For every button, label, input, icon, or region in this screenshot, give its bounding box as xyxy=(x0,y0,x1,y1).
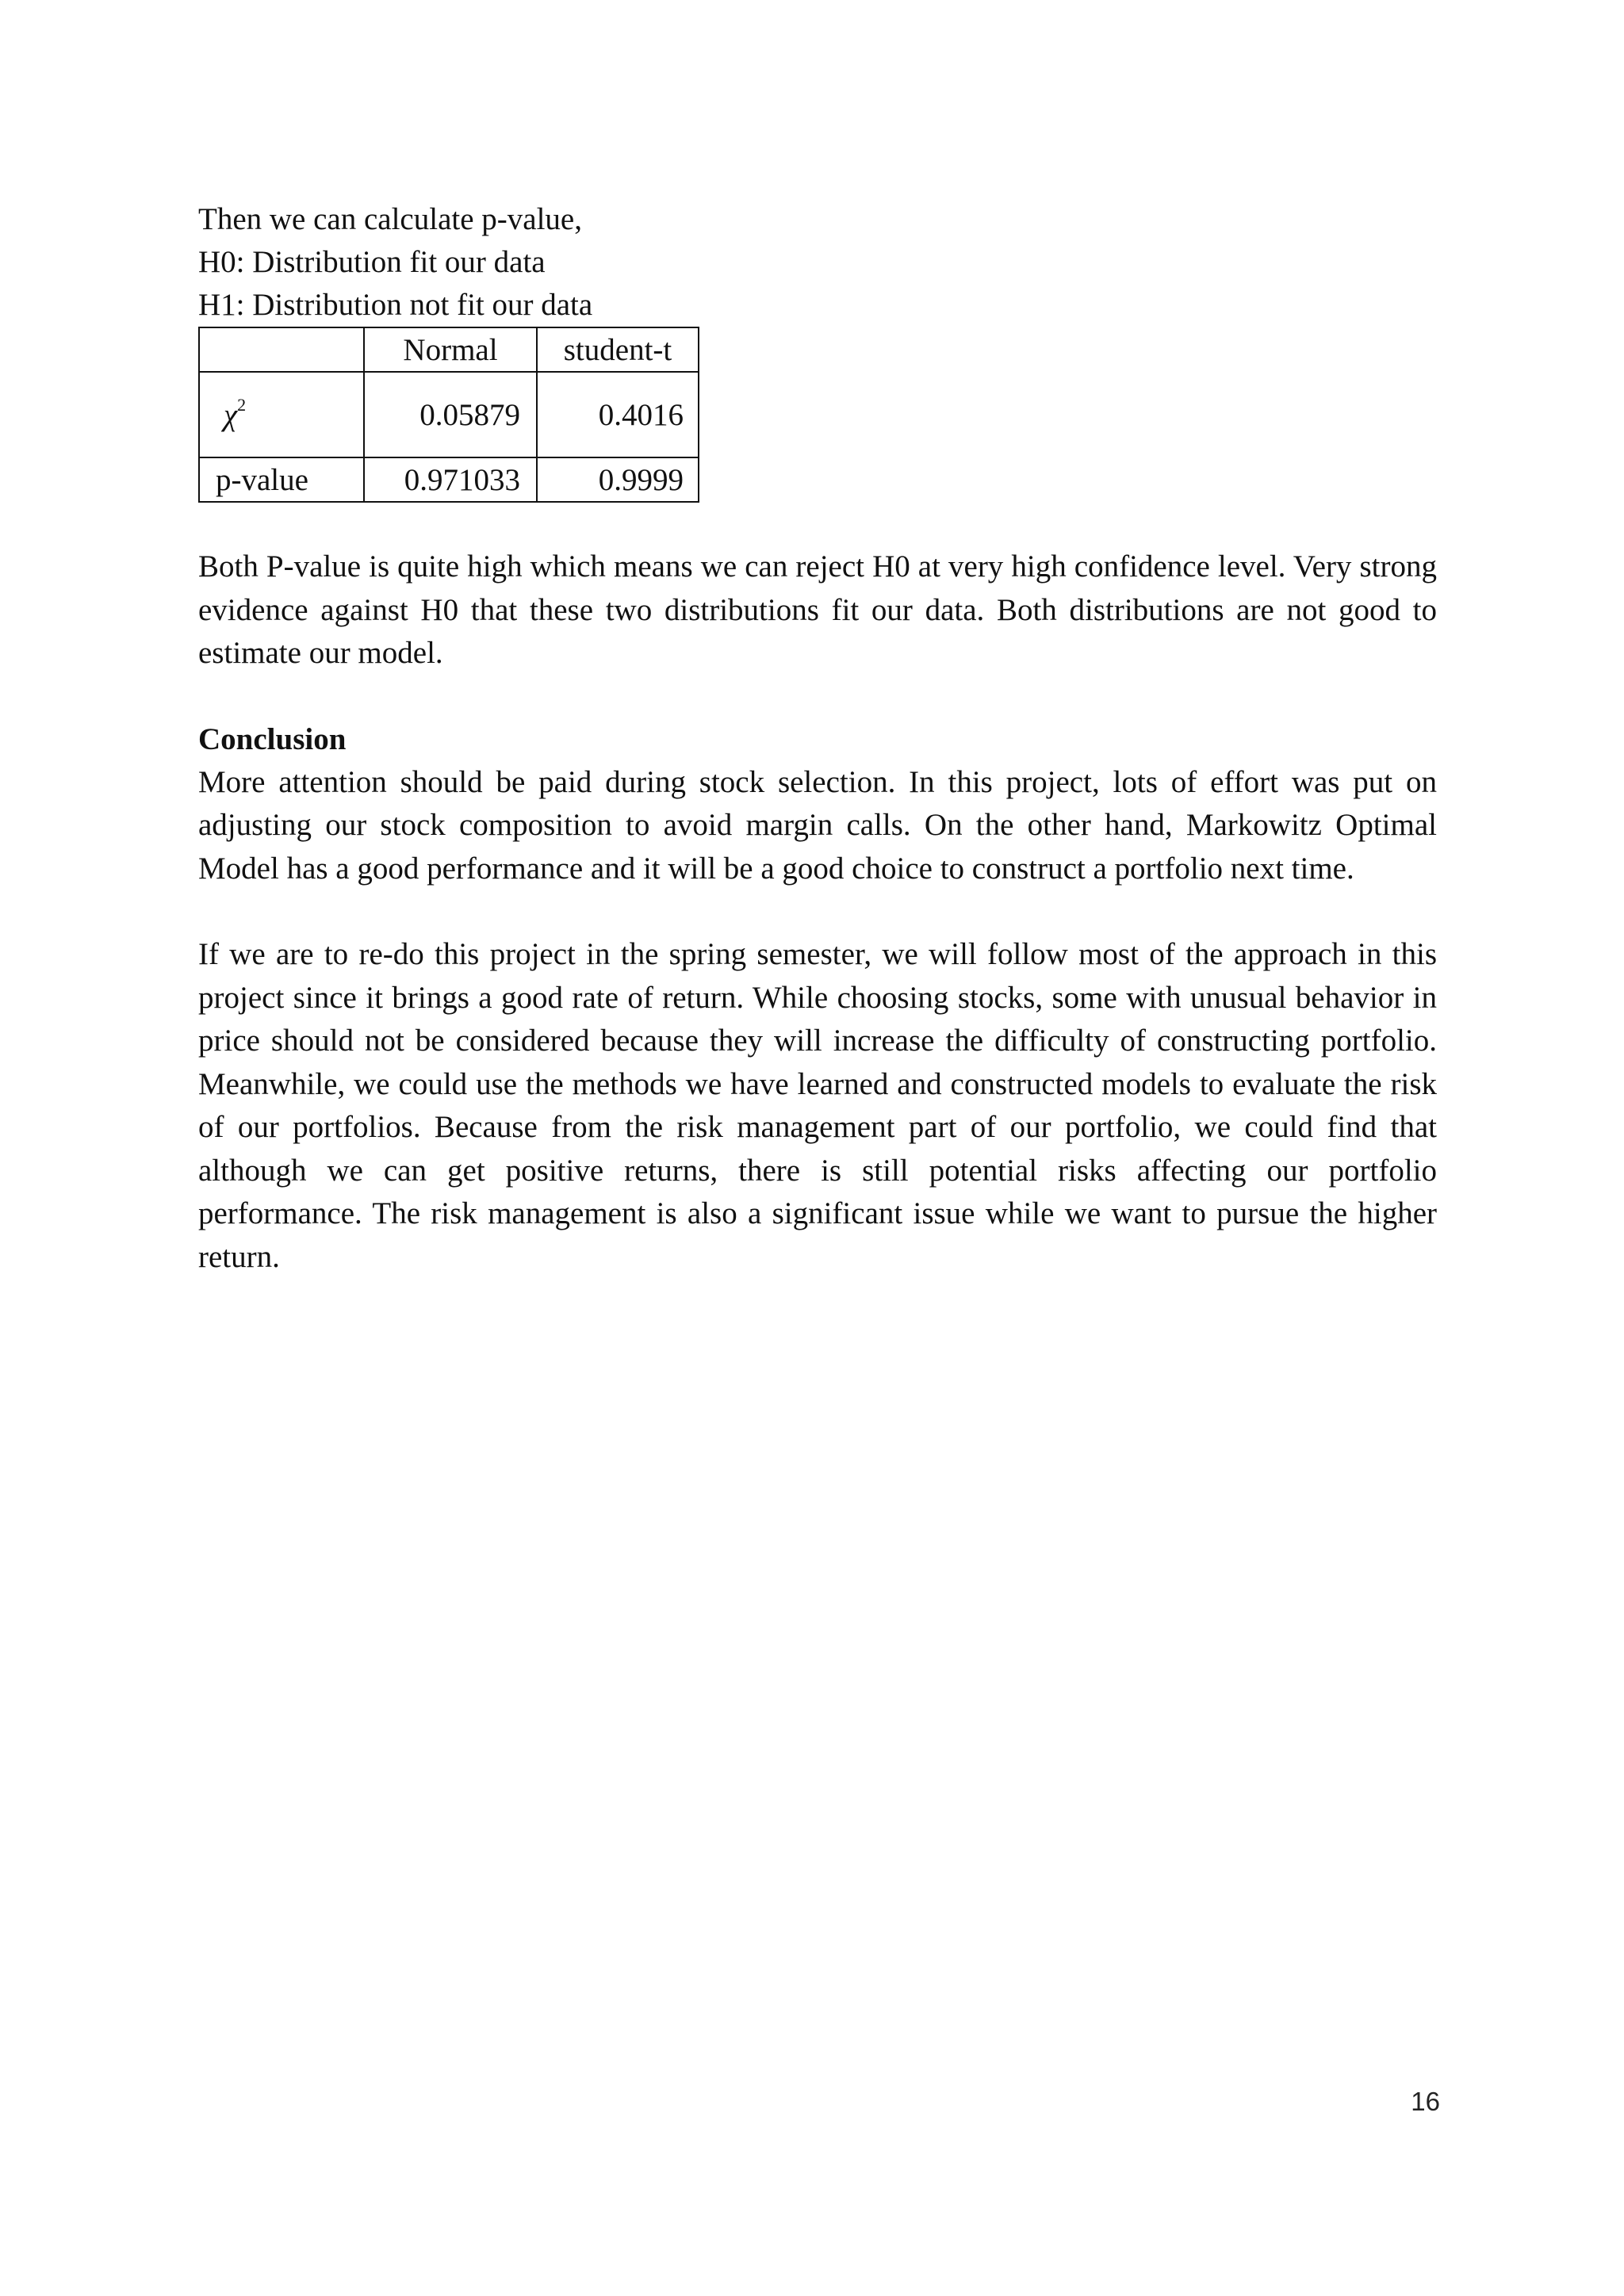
table-header-student-t: student-t xyxy=(537,327,699,372)
table-cell-chi-normal: 0.05879 xyxy=(364,372,537,457)
table-header-normal: Normal xyxy=(364,327,537,372)
table-cell-chi-student-t: 0.4016 xyxy=(537,372,699,457)
spacer xyxy=(198,890,1437,933)
results-paragraph: Both P-value is quite high which means we can reject H0 at very high confidence level. Very strong evidence against H0 that these two distributions fit our data. Both distributions are not good to estimate our model. xyxy=(198,549,1437,670)
table-row-p-value xyxy=(199,457,699,502)
table-cell-p-student-t: 0.9999 xyxy=(537,457,699,502)
conclusion-paragraph-1: More attention should be paid during stock selection. In this project, lots of effort was put on adjusting our stock composition to avoid margin calls. On the other hand, Markowitz Optimal Model has a good performance and it will be a good choice to construct a portfolio next time. xyxy=(198,764,1437,886)
table-row-chi-square xyxy=(199,372,699,457)
spacer xyxy=(198,675,1437,718)
page-number: 16 xyxy=(1411,2087,1440,2116)
chi-symbol: $\chi^2$ xyxy=(224,394,247,432)
intro-line-h0: H0: Distribution fit our data xyxy=(198,245,546,279)
conclusion-heading: Conclusion xyxy=(198,721,347,756)
spacer xyxy=(198,503,1437,545)
table-header-row xyxy=(199,327,699,372)
intro-line-pvalue: Then we can calculate p-value, xyxy=(198,202,582,236)
table-cell-p-normal: 0.971033 xyxy=(364,457,537,502)
table-label-p-value: p-value xyxy=(199,457,364,502)
table-label-chi-square xyxy=(199,372,364,457)
distribution-fit-table xyxy=(198,327,699,503)
intro-line-h1: H1: Distribution not fit our data xyxy=(198,288,593,322)
page-content xyxy=(198,198,1437,1279)
table-header-empty xyxy=(199,327,364,372)
conclusion-paragraph-2: If we are to re-do this project in the spring semester, we will follow most of the approach in this project since it brings a good rate of return. While choosing stocks, some with unusual behavior in price should not be considered because they will increase the difficulty of constructing portfolio. Meanwhile, we could use the methods we have learned and constructed models to evaluate the risk of our portfolios. Because from the risk management part of our portfolio, we could find that although we can get positive returns, there is still potential risks affecting our portfolio performance. The risk management is also a significant issue while we want to pursue the higher return. xyxy=(198,937,1437,1274)
